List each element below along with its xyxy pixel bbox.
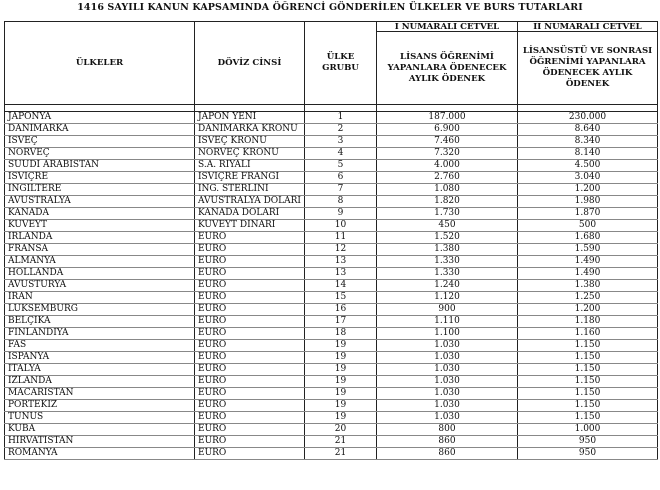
table-row: [5, 340, 658, 352]
country-cell: İSPANYA: [5, 352, 195, 364]
currency-cell: EURO: [195, 352, 305, 364]
lisansustu-amount-cell: 1.200: [518, 304, 658, 316]
lisansustu-amount-cell: 8.640: [518, 124, 658, 136]
currency-cell: EURO: [195, 328, 305, 340]
country-cell: HOLLANDA: [5, 268, 195, 280]
group-cell: 18: [305, 328, 377, 340]
table-row: [5, 400, 658, 412]
lisansustu-amount-cell: 1.490: [518, 256, 658, 268]
group-cell: 14: [305, 280, 377, 292]
group-cell: 13: [305, 268, 377, 280]
lisansustu-amount-cell: 4.500: [518, 160, 658, 172]
table-row: [5, 148, 658, 160]
country-cell: İZLANDA: [5, 376, 195, 388]
table-row: [5, 280, 658, 292]
table-row: [5, 328, 658, 340]
lisans-amount-cell: 1.030: [377, 400, 518, 412]
lisans-amount-cell: 7.460: [377, 136, 518, 148]
lisans-amount-cell: 6.900: [377, 124, 518, 136]
country-cell: TUNUS: [5, 412, 195, 424]
lisans-amount-cell: 1.110: [377, 316, 518, 328]
currency-cell: EURO: [195, 268, 305, 280]
table-row: [5, 364, 658, 376]
lisansustu-amount-cell: 1.180: [518, 316, 658, 328]
lisansustu-amount-cell: 1.150: [518, 376, 658, 388]
currency-cell: EURO: [195, 436, 305, 448]
country-cell: JAPONYA: [5, 112, 195, 124]
country-cell: FAS: [5, 340, 195, 352]
country-cell: FİNLANDİYA: [5, 328, 195, 340]
currency-cell: KANADA DOLARI: [195, 208, 305, 220]
lisans-amount-cell: 860: [377, 436, 518, 448]
country-cell: DANİMARKA: [5, 124, 195, 136]
currency-cell: EURO: [195, 448, 305, 460]
table-row: [5, 124, 658, 136]
table-row: [5, 208, 658, 220]
table-row: [5, 352, 658, 364]
lisansustu-amount-cell: 1.680: [518, 232, 658, 244]
currency-cell: EURO: [195, 412, 305, 424]
table-row: [5, 388, 658, 400]
country-cell: MACARİSTAN: [5, 388, 195, 400]
table-row: [5, 316, 658, 328]
group-cell: 9: [305, 208, 377, 220]
lisansustu-amount-cell: 1.150: [518, 352, 658, 364]
lisansustu-amount-cell: 1.200: [518, 184, 658, 196]
group-cell: 19: [305, 376, 377, 388]
country-cell: İNGİLTERE: [5, 184, 195, 196]
lisansustu-amount-cell: 1.150: [518, 364, 658, 376]
country-cell: ALMANYA: [5, 256, 195, 268]
lisansustu-amount-cell: 500: [518, 220, 658, 232]
lisansustu-amount-cell: 950: [518, 436, 658, 448]
currency-cell: AVUSTRALYA DOLARI: [195, 196, 305, 208]
group-cell: 8: [305, 196, 377, 208]
currency-cell: EURO: [195, 304, 305, 316]
lisansustu-amount-cell: 1.150: [518, 388, 658, 400]
currency-cell: İNG. STERLİNİ: [195, 184, 305, 196]
table-row: [5, 184, 658, 196]
country-cell: FRANSA: [5, 244, 195, 256]
lisans-amount-cell: 800: [377, 424, 518, 436]
group-cell: 19: [305, 340, 377, 352]
lisansustu-amount-cell: 8.340: [518, 136, 658, 148]
currency-cell: EURO: [195, 244, 305, 256]
currency-cell: EURO: [195, 400, 305, 412]
lisans-amount-cell: 1.240: [377, 280, 518, 292]
header-cetvel-1: I NUMARALI CETVEL: [377, 22, 518, 32]
lisansustu-amount-cell: 1.490: [518, 268, 658, 280]
lisansustu-amount-cell: 1.870: [518, 208, 658, 220]
lisans-amount-cell: 1.730: [377, 208, 518, 220]
lisans-amount-cell: 1.820: [377, 196, 518, 208]
lisansustu-amount-cell: 1.380: [518, 280, 658, 292]
country-cell: LÜKSEMBURG: [5, 304, 195, 316]
country-cell: İRAN: [5, 292, 195, 304]
table-row: [5, 304, 658, 316]
country-cell: SUUDİ ARABİSTAN: [5, 160, 195, 172]
country-cell: NORVEÇ: [5, 148, 195, 160]
currency-cell: DANİMARKA KRONU: [195, 124, 305, 136]
country-cell: KUVEYT: [5, 220, 195, 232]
country-cell: KANADA: [5, 208, 195, 220]
currency-cell: EURO: [195, 280, 305, 292]
currency-cell: EURO: [195, 364, 305, 376]
currency-cell: EURO: [195, 232, 305, 244]
group-cell: 15: [305, 292, 377, 304]
lisansustu-amount-cell: 230.000: [518, 112, 658, 124]
currency-cell: EURO: [195, 376, 305, 388]
country-cell: İRLANDA: [5, 232, 195, 244]
header-lisansustu-desc: LİSANSÜSTÜ VE SONRASI ÖĞRENİMİ YAPANLARA ÖDENECEK AYLIK ÖDENEK: [518, 32, 658, 105]
lisansustu-amount-cell: 950: [518, 448, 658, 460]
header-country: ÜLKELER: [5, 22, 195, 105]
group-cell: 4: [305, 148, 377, 160]
country-cell: İTALYA: [5, 364, 195, 376]
table-row: [5, 196, 658, 208]
lisans-amount-cell: 1.080: [377, 184, 518, 196]
lisans-amount-cell: 4.000: [377, 160, 518, 172]
header-lisans-desc: LİSANS ÖĞRENİMİ YAPANLARA ÖDENECEK AYLIK ÖDENEK: [377, 32, 518, 105]
lisans-amount-cell: 2.760: [377, 172, 518, 184]
group-cell: 11: [305, 232, 377, 244]
lisansustu-amount-cell: 1.590: [518, 244, 658, 256]
table-row: [5, 220, 658, 232]
currency-cell: KUVEYT DİNARI: [195, 220, 305, 232]
lisans-amount-cell: 1.100: [377, 328, 518, 340]
table-row: [5, 172, 658, 184]
lisans-amount-cell: 1.330: [377, 256, 518, 268]
table-row: [5, 112, 658, 124]
lisans-amount-cell: 1.380: [377, 244, 518, 256]
currency-cell: NORVEÇ KRONU: [195, 148, 305, 160]
lisansustu-amount-cell: 1.150: [518, 412, 658, 424]
table-row: [5, 292, 658, 304]
country-cell: ROMANYA: [5, 448, 195, 460]
group-cell: 19: [305, 388, 377, 400]
table-row: [5, 160, 658, 172]
country-cell: BELÇİKA: [5, 316, 195, 328]
lisansustu-amount-cell: 8.140: [518, 148, 658, 160]
lisans-amount-cell: 450: [377, 220, 518, 232]
table-row: [5, 448, 658, 460]
country-cell: İSVEÇ: [5, 136, 195, 148]
group-cell: 16: [305, 304, 377, 316]
lisans-amount-cell: 1.520: [377, 232, 518, 244]
currency-cell: İSVEÇ KRONU: [195, 136, 305, 148]
table-body: [5, 112, 658, 460]
currency-cell: İSVİÇRE FRANGI: [195, 172, 305, 184]
country-cell: KÜBA: [5, 424, 195, 436]
group-cell: 2: [305, 124, 377, 136]
table-row: [5, 232, 658, 244]
country-cell: HIRVATİSTAN: [5, 436, 195, 448]
lisans-amount-cell: 860: [377, 448, 518, 460]
lisans-amount-cell: 7.320: [377, 148, 518, 160]
lisansustu-amount-cell: 3.040: [518, 172, 658, 184]
table-row: [5, 436, 658, 448]
lisansustu-amount-cell: 1.980: [518, 196, 658, 208]
header-group: ÜLKE GRUBU: [305, 22, 377, 105]
table-row: [5, 412, 658, 424]
header-spacer-row: [5, 105, 658, 112]
currency-cell: S.A. RİYALİ: [195, 160, 305, 172]
country-cell: AVUSTRALYA: [5, 196, 195, 208]
group-cell: 5: [305, 160, 377, 172]
scholarship-table: [4, 21, 658, 460]
table-row: [5, 256, 658, 268]
country-cell: İSVİÇRE: [5, 172, 195, 184]
group-cell: 19: [305, 412, 377, 424]
table-row: [5, 424, 658, 436]
lisans-amount-cell: 1.030: [377, 352, 518, 364]
lisans-amount-cell: 1.030: [377, 412, 518, 424]
group-cell: 6: [305, 172, 377, 184]
lisans-amount-cell: 1.030: [377, 340, 518, 352]
lisans-amount-cell: 900: [377, 304, 518, 316]
currency-cell: EURO: [195, 316, 305, 328]
group-cell: 20: [305, 424, 377, 436]
group-cell: 21: [305, 436, 377, 448]
group-cell: 13: [305, 256, 377, 268]
lisansustu-amount-cell: 1.160: [518, 328, 658, 340]
group-cell: 19: [305, 364, 377, 376]
lisans-amount-cell: 1.330: [377, 268, 518, 280]
group-cell: 12: [305, 244, 377, 256]
lisans-amount-cell: 1.030: [377, 364, 518, 376]
table-row: [5, 376, 658, 388]
header-currency: DÖVİZ CİNSİ: [195, 22, 305, 105]
lisans-amount-cell: 187.000: [377, 112, 518, 124]
table-row: [5, 136, 658, 148]
document-title: 1416 SAYILI KANUN KAPSAMINDA ÖĞRENCİ GÖNDERİLEN ÜLKELER VE BURS TUTARLARI: [77, 2, 583, 13]
group-cell: 19: [305, 400, 377, 412]
currency-cell: EURO: [195, 340, 305, 352]
country-cell: AVUSTURYA: [5, 280, 195, 292]
group-cell: 3: [305, 136, 377, 148]
group-cell: 1: [305, 112, 377, 124]
currency-cell: EURO: [195, 424, 305, 436]
lisans-amount-cell: 1.030: [377, 388, 518, 400]
currency-cell: JAPON YENİ: [195, 112, 305, 124]
currency-cell: EURO: [195, 388, 305, 400]
lisansustu-amount-cell: 1.150: [518, 400, 658, 412]
group-cell: 10: [305, 220, 377, 232]
country-cell: PORTEKİZ: [5, 400, 195, 412]
lisansustu-amount-cell: 1.250: [518, 292, 658, 304]
lisansustu-amount-cell: 1.000: [518, 424, 658, 436]
currency-cell: EURO: [195, 256, 305, 268]
group-cell: 19: [305, 352, 377, 364]
lisansustu-amount-cell: 1.150: [518, 340, 658, 352]
group-cell: 7: [305, 184, 377, 196]
lisans-amount-cell: 1.120: [377, 292, 518, 304]
currency-cell: EURO: [195, 292, 305, 304]
header-cetvel-2: II NUMARALI CETVEL: [518, 22, 658, 32]
table-row: [5, 244, 658, 256]
lisans-amount-cell: 1.030: [377, 376, 518, 388]
group-cell: 21: [305, 448, 377, 460]
table-row: [5, 268, 658, 280]
group-cell: 17: [305, 316, 377, 328]
